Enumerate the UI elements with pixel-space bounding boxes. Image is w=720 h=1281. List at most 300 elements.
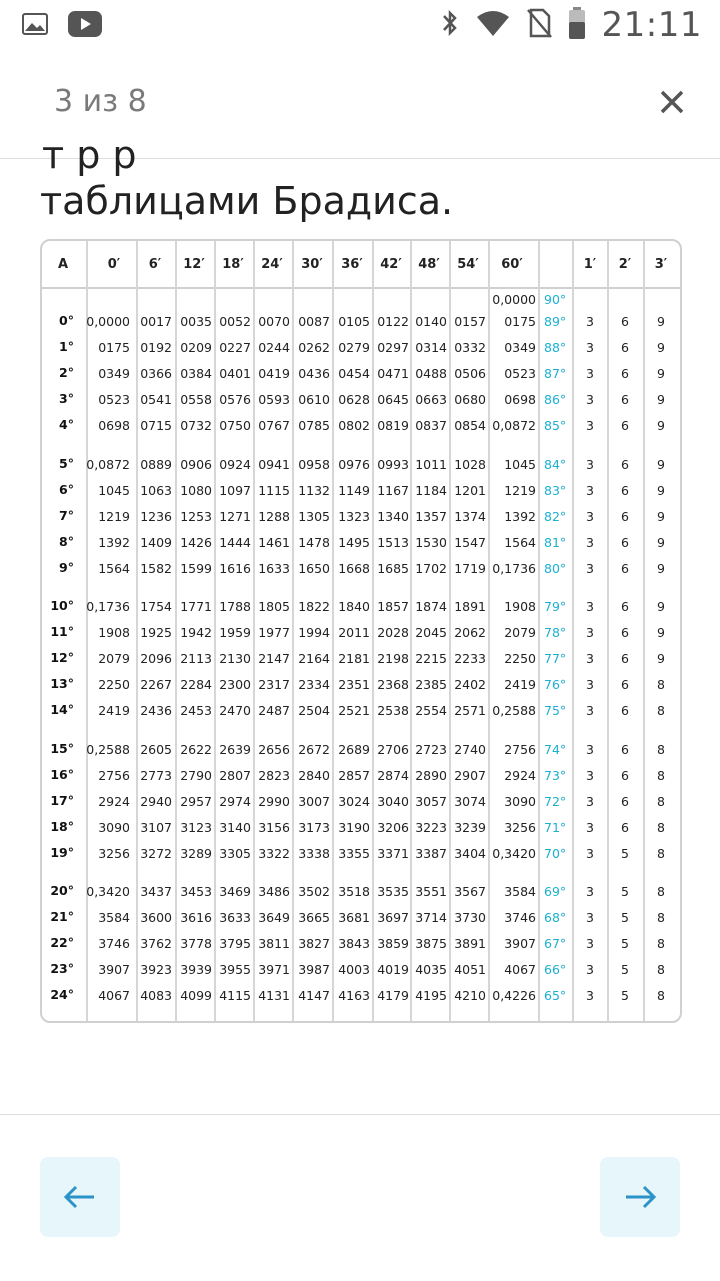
complement-angle: 84°	[544, 456, 567, 472]
table-cell: 1788	[219, 599, 251, 614]
correction-cell: 3	[586, 677, 594, 692]
table-cell: 1184	[415, 482, 447, 498]
degree-label: 16°	[50, 766, 74, 782]
table-cell: 3535	[377, 884, 409, 899]
degree-label: 23°	[50, 961, 74, 976]
complement-angle: 65°	[544, 988, 567, 1003]
table-cell: 1891	[454, 599, 486, 614]
table-cell: 2773	[140, 767, 172, 783]
correction-cell: 3	[586, 340, 594, 355]
table-cell: 1132	[298, 482, 330, 498]
table-cell: 2045	[415, 625, 447, 640]
correction-cell: 8	[657, 988, 665, 1003]
table-cell: 1633	[258, 560, 290, 576]
table-cell: 1374	[454, 508, 486, 524]
table-cell: 0,1736	[86, 599, 130, 614]
table-cell: 0767	[258, 418, 290, 433]
table-cell: 1392	[98, 534, 130, 550]
table-cell: 1547	[454, 534, 486, 550]
table-cell: 4195	[415, 988, 447, 1003]
header-cell: 0′	[107, 257, 121, 272]
degree-label: 19°	[50, 844, 74, 860]
correction-cell: 3	[586, 793, 594, 809]
page-counter: 3 из 8	[54, 84, 147, 119]
table-cell: 1340	[377, 508, 409, 524]
status-bar-left	[22, 11, 102, 42]
table-cell: 0122	[377, 314, 409, 329]
table-cell: 2402	[454, 677, 486, 692]
table-cell: 3387	[415, 845, 447, 861]
table-cell: 3875	[415, 936, 447, 951]
table-cell: 1149	[338, 482, 370, 498]
table-cell: 2130	[219, 651, 251, 666]
table-cell: 3256	[504, 819, 536, 835]
table-cell: 2334	[298, 677, 330, 692]
table-cell: 0471	[377, 366, 409, 381]
table-cell: 0,3420	[492, 845, 536, 861]
table-cell: 0819	[377, 418, 409, 433]
table-cell: 2907	[454, 767, 486, 783]
degree-label: 5°	[59, 455, 74, 471]
image-icon	[22, 13, 48, 40]
table-cell: 1994	[298, 625, 330, 640]
table-cell: 0958	[298, 456, 330, 472]
table-cell: 3371	[377, 845, 409, 861]
table-cell: 4099	[180, 988, 212, 1003]
table-cell: 2079	[504, 625, 536, 640]
table-cell: 3239	[454, 819, 486, 835]
table-cell: 1045	[98, 482, 130, 498]
table-cell: 2011	[338, 625, 370, 640]
table-cell: 0279	[338, 340, 370, 355]
table-cell: 2689	[338, 741, 370, 757]
table-cell: 0837	[415, 418, 447, 433]
table-cell: 0906	[180, 456, 212, 472]
table-cell: 2756	[98, 767, 130, 783]
prev-button[interactable]	[40, 1157, 120, 1237]
column-divider	[332, 241, 334, 1021]
complement-angle: 83°	[544, 482, 567, 498]
degree-label: 10°	[50, 598, 74, 613]
correction-cell: 9	[657, 456, 665, 472]
table-cell: 0314	[415, 340, 447, 355]
table-cell: 0506	[454, 366, 486, 381]
header-cell: 3′	[654, 257, 668, 272]
table-cell: 0889	[140, 456, 172, 472]
table-cell: 1167	[377, 482, 409, 498]
table-cell: 1754	[140, 599, 172, 614]
table-cell: 0262	[298, 340, 330, 355]
correction-cell: 5	[621, 988, 629, 1003]
table-cell: 1253	[180, 508, 212, 524]
correction-cell: 6	[621, 534, 629, 550]
table-cell: 3140	[219, 819, 251, 835]
header-cell: А	[57, 257, 69, 272]
partial-text: т р р	[42, 133, 137, 177]
correction-cell: 3	[586, 962, 594, 977]
table-cell: 4147	[298, 988, 330, 1003]
table-cell: 3939	[180, 962, 212, 977]
table-cell: 0436	[298, 366, 330, 381]
degree-label: 9°	[59, 559, 74, 575]
column-divider	[253, 241, 255, 1021]
degree-label: 22°	[50, 935, 74, 950]
table-cell: 2622	[180, 741, 212, 757]
table-cell: 2639	[219, 741, 251, 757]
table-cell: 1409	[140, 534, 172, 550]
table-cell: 4163	[338, 988, 370, 1003]
table-cell: 3681	[338, 910, 370, 925]
table-cell: 3714	[415, 910, 447, 925]
table-cell: 0576	[219, 392, 251, 407]
complement-angle: 88°	[544, 340, 567, 355]
table-cell: 2807	[219, 767, 251, 783]
correction-cell: 5	[621, 910, 629, 925]
table-cell: 0175	[504, 314, 536, 329]
table-cell: 3024	[338, 793, 370, 809]
table-cell: 1444	[219, 534, 251, 550]
battery-icon	[568, 7, 586, 44]
correction-cell: 9	[657, 366, 665, 381]
complement-angle: 66°	[544, 962, 567, 977]
correction-cell: 6	[621, 741, 629, 757]
correction-cell: 8	[657, 962, 665, 977]
table-cell: 2317	[258, 677, 290, 692]
table-cell: 0993	[377, 456, 409, 472]
correction-cell: 8	[657, 936, 665, 951]
table-cell: 1219	[504, 482, 536, 498]
table-cell: 3891	[454, 936, 486, 951]
column-divider	[488, 241, 490, 1021]
correction-cell: 8	[657, 910, 665, 925]
table-cell: 2840	[298, 767, 330, 783]
degree-label: 14°	[50, 702, 74, 717]
table-cell: 2028	[377, 625, 409, 640]
table-cell: 3746	[504, 910, 536, 925]
table-cell: 2521	[338, 703, 370, 718]
table-cell: 3859	[377, 936, 409, 951]
table-cell: 1530	[415, 534, 447, 550]
table-cell: 3746	[98, 936, 130, 951]
table-cell: 3584	[504, 884, 536, 899]
complement-angle: 86°	[544, 392, 567, 407]
correction-cell: 6	[621, 418, 629, 433]
table-cell: 1942	[180, 625, 212, 640]
table-cell: 3616	[180, 910, 212, 925]
table-cell: 0297	[377, 340, 409, 355]
correction-cell: 9	[657, 418, 665, 433]
table-cell: 1045	[504, 456, 536, 472]
complement-angle: 76°	[544, 677, 567, 692]
table-cell: 3223	[415, 819, 447, 835]
table-cell: 1771	[180, 599, 212, 614]
table-cell: 2385	[415, 677, 447, 692]
table-cell: 1323	[338, 508, 370, 524]
table-cell: 2181	[338, 651, 370, 666]
table-cell: 1702	[415, 560, 447, 576]
table-cell: 0941	[258, 456, 290, 472]
table-cell: 2706	[377, 741, 409, 757]
degree-label: 7°	[59, 507, 74, 523]
table-cell: 2198	[377, 651, 409, 666]
table-cell: 2554	[415, 703, 447, 718]
complement-angle: 68°	[544, 910, 567, 925]
table-cell: 2790	[180, 767, 212, 783]
table-cell: 3843	[338, 936, 370, 951]
correction-cell: 5	[621, 936, 629, 951]
correction-cell: 6	[621, 482, 629, 498]
bradis-table	[40, 239, 682, 1023]
table-cell: 0419	[258, 366, 290, 381]
table-cell: 2096	[140, 651, 172, 666]
table-cell: 2284	[180, 677, 212, 692]
complement-angle: 77°	[544, 651, 567, 666]
complement-angle: 78°	[544, 625, 567, 640]
table-cell: 3338	[298, 845, 330, 861]
table-cell: 1959	[219, 625, 251, 640]
table-cell: 0384	[180, 366, 212, 381]
table-cell: 0628	[338, 392, 370, 407]
correction-cell: 3	[586, 819, 594, 835]
youtube-icon	[68, 11, 102, 42]
complement-angle: 70°	[544, 845, 567, 861]
table-cell: 2823	[258, 767, 290, 783]
table-cell: 1719	[454, 560, 486, 576]
table-cell: 2470	[219, 703, 251, 718]
correction-cell: 9	[657, 314, 665, 329]
correction-cell: 3	[586, 599, 594, 614]
table-cell: 2147	[258, 651, 290, 666]
degree-label: 4°	[59, 417, 74, 432]
correction-cell: 3	[586, 392, 594, 407]
table-cell: 0715	[140, 418, 172, 433]
close-icon[interactable]	[654, 84, 690, 120]
header-cell: 42′	[380, 257, 402, 272]
table-cell: 4003	[338, 962, 370, 977]
table-cell: 0488	[415, 366, 447, 381]
header-cell: 24′	[261, 257, 283, 272]
header-cell: 48′	[418, 257, 440, 272]
table-cell: 1201	[454, 482, 486, 498]
table-cell: 3795	[219, 936, 251, 951]
table-cell: 3289	[180, 845, 212, 861]
table-cell: 1513	[377, 534, 409, 550]
status-time: 21:11	[601, 5, 702, 45]
table-cell: 3600	[140, 910, 172, 925]
table-cell: 4210	[454, 988, 486, 1003]
table-cell: 1822	[298, 599, 330, 614]
column-divider	[214, 241, 216, 1021]
table-cell: 0017	[140, 314, 172, 329]
column-divider	[572, 241, 574, 1021]
table-cell: 0541	[140, 392, 172, 407]
table-cell: 0558	[180, 392, 212, 407]
column-divider	[538, 241, 540, 1021]
column-divider	[372, 241, 374, 1021]
table-cell: 0523	[98, 392, 130, 407]
table-cell: 0680	[454, 392, 486, 407]
table-cell: 2215	[415, 651, 447, 666]
table-cell: 0401	[219, 366, 251, 381]
next-button[interactable]	[600, 1157, 680, 1237]
table-cell: 0,0000	[86, 314, 130, 329]
correction-cell: 9	[657, 508, 665, 524]
table-cell: 3778	[180, 936, 212, 951]
table-cell: 0,4226	[492, 988, 536, 1003]
table-cell: 2487	[258, 703, 290, 718]
table-cell: 0698	[504, 392, 536, 407]
table-cell: 2723	[415, 741, 447, 757]
table-cell: 3057	[415, 793, 447, 809]
complement-angle: 74°	[544, 741, 567, 757]
table-cell: 0052	[219, 314, 251, 329]
table-cell: 3469	[219, 884, 251, 899]
correction-cell: 3	[586, 418, 594, 433]
degree-label: 24°	[50, 987, 74, 1002]
table-cell: 3923	[140, 962, 172, 977]
table-cell: 2924	[98, 793, 130, 809]
table-cell: 2940	[140, 793, 172, 809]
correction-cell: 3	[586, 508, 594, 524]
correction-cell: 9	[657, 392, 665, 407]
correction-cell: 3	[586, 988, 594, 1003]
table-cell: 0105	[338, 314, 370, 329]
header-cell: 12′	[183, 257, 205, 272]
table-cell: 2267	[140, 677, 172, 692]
table-cell: 3827	[298, 936, 330, 951]
table-cell: 1357	[415, 508, 447, 524]
complement-angle: 81°	[544, 534, 567, 550]
table-cell: 3665	[298, 910, 330, 925]
table-cell: 1840	[338, 599, 370, 614]
table-cell: 1478	[298, 534, 330, 550]
table-cell: 0732	[180, 418, 212, 433]
table-cell: 3453	[180, 884, 212, 899]
table-cell: 4067	[504, 962, 536, 977]
content-area[interactable]	[0, 133, 720, 1115]
correction-cell: 6	[621, 767, 629, 783]
table-cell: 0976	[338, 456, 370, 472]
table-cell: 0157	[454, 314, 486, 329]
table-cell: 3355	[338, 845, 370, 861]
column-divider	[643, 241, 645, 1021]
table-cell: 1288	[258, 508, 290, 524]
table-cell: 2351	[338, 677, 370, 692]
table-cell: 1599	[180, 560, 212, 576]
table-cell: 1305	[298, 508, 330, 524]
column-divider	[292, 241, 294, 1021]
table-cell: 3156	[258, 819, 290, 835]
table-cell: 0035	[180, 314, 212, 329]
correction-cell: 8	[657, 741, 665, 757]
correction-cell: 3	[586, 625, 594, 640]
degree-label: 18°	[50, 818, 74, 834]
correction-cell: 3	[586, 482, 594, 498]
table-cell: 3955	[219, 962, 251, 977]
table-cell: 3007	[298, 793, 330, 809]
degree-label: 1°	[59, 339, 74, 354]
table-cell: 1236	[140, 508, 172, 524]
complement-angle: 82°	[544, 508, 567, 524]
table-cell: 1097	[219, 482, 251, 498]
degree-label: 15°	[50, 740, 74, 756]
table-cell: 1805	[258, 599, 290, 614]
table-cell: 1461	[258, 534, 290, 550]
table-cell: 3040	[377, 793, 409, 809]
degree-label: 11°	[50, 624, 74, 639]
table-cell: 2974	[219, 793, 251, 809]
table-cell: 4067	[98, 988, 130, 1003]
correction-cell: 9	[657, 560, 665, 576]
complement-angle: 85°	[544, 418, 567, 433]
table-cell: 1874	[415, 599, 447, 614]
correction-cell: 6	[621, 366, 629, 381]
table-cell: 3584	[98, 910, 130, 925]
table-cell: 0,0000	[492, 292, 536, 307]
complement-angle: 73°	[544, 767, 567, 783]
correction-cell: 3	[586, 910, 594, 925]
complement-angle: 69°	[544, 884, 567, 899]
complement-angle: 71°	[544, 819, 567, 835]
table-cell: 0750	[219, 418, 251, 433]
correction-cell: 8	[657, 884, 665, 899]
table-cell: 4083	[140, 988, 172, 1003]
correction-cell: 6	[621, 651, 629, 666]
table-cell: 1495	[338, 534, 370, 550]
degree-label: 0°	[59, 313, 74, 328]
table-cell: 2890	[415, 767, 447, 783]
correction-cell: 3	[586, 767, 594, 783]
table-cell: 2250	[98, 677, 130, 692]
correction-cell: 6	[621, 625, 629, 640]
table-cell: 3502	[298, 884, 330, 899]
degree-label: 3°	[59, 391, 74, 406]
degree-label: 12°	[50, 650, 74, 665]
correction-cell: 8	[657, 845, 665, 861]
table-cell: 2656	[258, 741, 290, 757]
table-cell: 3907	[98, 962, 130, 977]
table-cell: 0610	[298, 392, 330, 407]
table-cell: 4179	[377, 988, 409, 1003]
table-cell: 1650	[298, 560, 330, 576]
table-cell: 2924	[504, 767, 536, 783]
complement-angle: 79°	[544, 599, 567, 614]
table-cell: 4115	[219, 988, 251, 1003]
table-cell: 2605	[140, 741, 172, 757]
table-cell: 0645	[377, 392, 409, 407]
table-cell: 2062	[454, 625, 486, 640]
table-cell: 3649	[258, 910, 290, 925]
table-cell: 0,2588	[86, 741, 130, 757]
correction-cell: 9	[657, 340, 665, 355]
heading: таблицами Брадиса.	[40, 179, 454, 223]
table-cell: 0,0872	[86, 456, 130, 472]
table-cell: 1028	[454, 456, 486, 472]
complement-angle: 89°	[544, 314, 567, 329]
column-divider	[449, 241, 451, 1021]
table-cell: 2300	[219, 677, 251, 692]
table-cell: 2233	[454, 651, 486, 666]
table-cell: 0,2588	[492, 703, 536, 718]
degree-label: 13°	[50, 676, 74, 691]
degree-label: 8°	[59, 533, 74, 549]
table-cell: 3206	[377, 819, 409, 835]
table-cell: 3811	[258, 936, 290, 951]
table-cell: 0454	[338, 366, 370, 381]
complement-angle: 72°	[544, 793, 567, 809]
table-cell: 1271	[219, 508, 251, 524]
complement-angle: 90°	[544, 292, 567, 307]
